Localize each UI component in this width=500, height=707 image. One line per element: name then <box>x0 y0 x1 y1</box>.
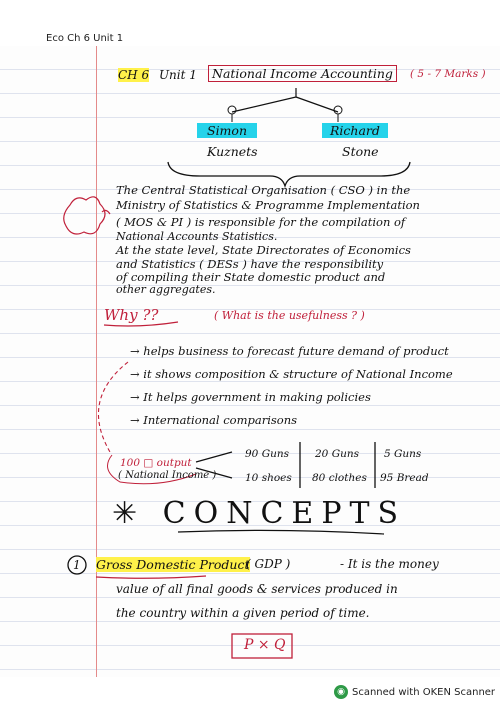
gdp-line-3: the country within a given period of time. <box>116 606 370 620</box>
marks-label: ( 5 - 7 Marks ) <box>410 68 486 80</box>
why-heading: Why ?? <box>104 306 159 324</box>
cso-line-5: At the state level, State Directorates of Economics <box>116 243 411 257</box>
gdp-formula: P × Q <box>244 637 286 653</box>
example-output-label: 100 □ output <box>120 457 192 469</box>
person-right-last: Stone <box>342 144 379 159</box>
person-left-last: Kuznets <box>207 144 258 159</box>
cso-line-6: and Statistics ( DESs ) have the responsibility <box>116 257 384 271</box>
cso-line-1: The Central Statistical Organisation ( CSO ) in the <box>116 183 411 197</box>
chapter-label: CH 6 Unit 1 <box>118 68 197 82</box>
concepts-heading: ✳ CONCEPTS <box>112 496 407 531</box>
example-row2-col3: 95 Bread <box>380 472 429 484</box>
cso-line-4: National Accounts Statistics. <box>116 230 278 243</box>
use-item-composition: → it shows composition & structure of National Income <box>130 367 453 381</box>
use-item-business: → helps business to forecast future demand of product <box>130 344 449 358</box>
example-row1-col2: 20 Guns <box>315 448 359 460</box>
scanner-logo-icon: ◉ <box>334 685 348 699</box>
scanner-text: Scanned with OKEN Scanner <box>352 686 496 698</box>
example-income-label: ( National Income ) <box>118 470 217 481</box>
why-question: ( What is the usefulness ? ) <box>214 309 365 322</box>
cso-line-8: other aggregates. <box>116 283 216 296</box>
cso-line-2: Ministry of Statistics & Programme Implementation <box>116 198 420 212</box>
example-row2-col1: 10 shoes <box>245 472 292 484</box>
person-right-first: Richard <box>322 123 388 138</box>
gdp-abbr: ( GDP ) <box>246 557 291 571</box>
example-row2-col2: 80 clothes <box>312 472 367 484</box>
document-title: Eco Ch 6 Unit 1 <box>46 33 124 44</box>
person-left-first: Simon <box>197 123 257 138</box>
scanner-watermark <box>334 683 495 701</box>
cso-line-3: ( MOS & PI ) is responsible for the compilation of <box>116 215 406 229</box>
gdp-line-1: - It is the money <box>340 557 439 571</box>
example-row1-col1: 90 Guns <box>245 448 289 460</box>
use-item-government: → It helps government in making policies <box>130 390 371 404</box>
example-row1-col3: 5 Guns <box>384 448 422 460</box>
topic-box: National Income Accounting <box>208 65 397 82</box>
gdp-title: Gross Domestic Product <box>96 557 250 572</box>
cso-line-7: of compiling their State domestic product and <box>116 270 386 284</box>
gdp-number: 1 <box>73 558 81 572</box>
use-item-international: → International comparisons <box>130 413 298 427</box>
gdp-line-2: value of all final goods & services produced in <box>116 582 398 596</box>
